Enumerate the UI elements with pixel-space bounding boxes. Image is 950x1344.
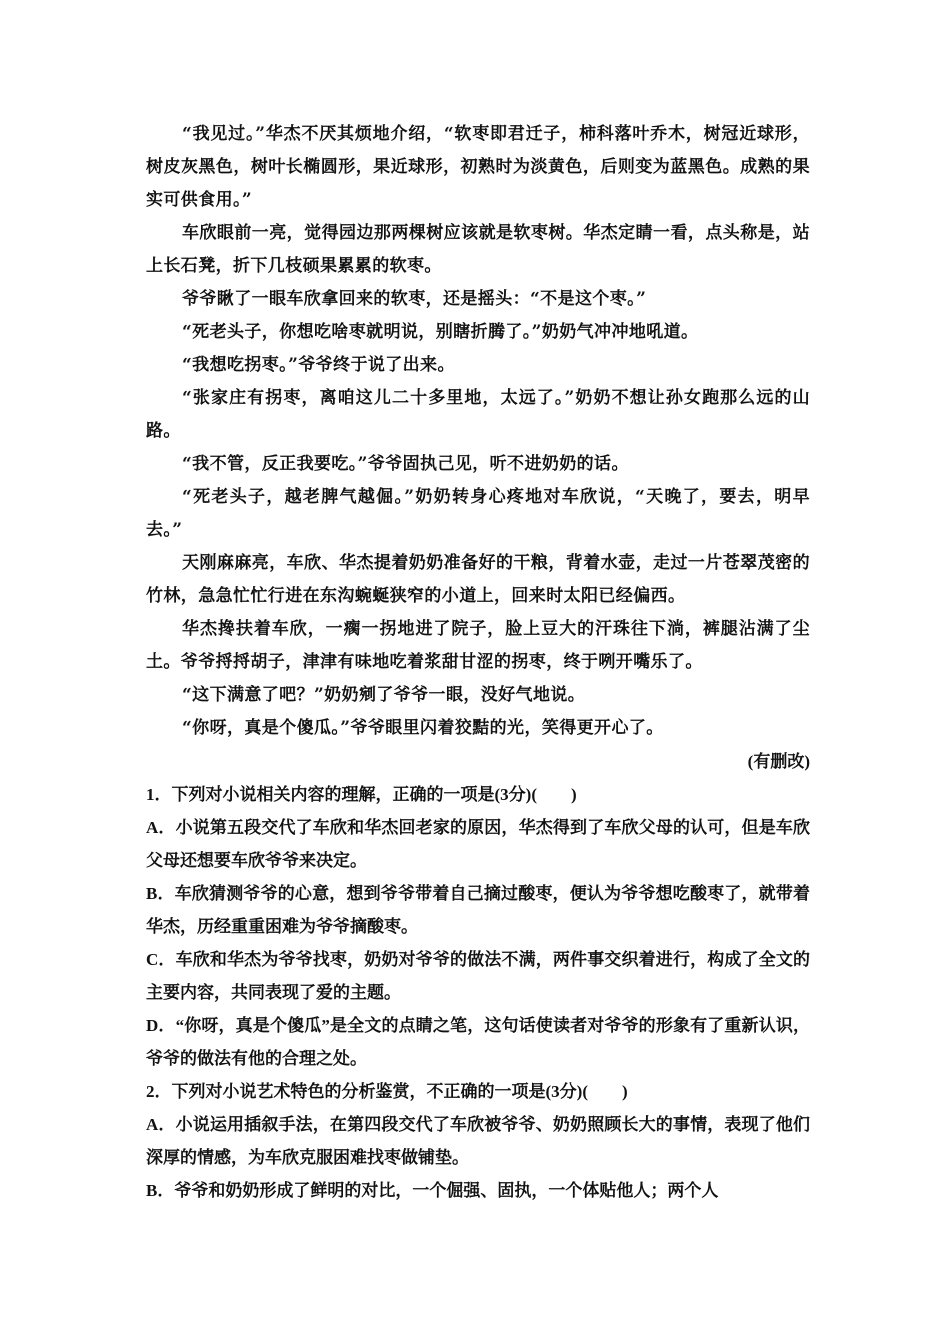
story-paragraph: 爷爷瞅了一眼车欣拿回来的软枣，还是摇头：“不是这个枣。” xyxy=(182,289,647,309)
source-note: (有删改) xyxy=(747,752,810,771)
question-stem-1: 1．下列对小说相关内容的理解，正确的一项是(3分)( ) xyxy=(146,785,577,804)
story-paragraph: “死老头子，越老脾气越倔。”奶奶转身心疼地对车欣说，“天晚了，要去，明早去。” xyxy=(146,487,810,540)
question-1-option-d: D．“你呀，真是个傻瓜”是全文的点睛之笔，这句话使读者对爷爷的形象有了重新认识，爷爷的做法有他的合理之处。 xyxy=(146,1016,810,1068)
question-1-option-b: B．车欣猜测爷爷的心意，想到爷爷带着自己摘过酸枣，便认为爷爷想吃酸枣了，就带着华杰，历经重重困难为爷爷摘酸枣。 xyxy=(146,884,810,936)
question-2-option-b: B．爷爷和奶奶形成了鲜明的对比，一个倔强、固执，一个体贴他人；两个人 xyxy=(146,1181,719,1200)
document-page xyxy=(146,118,810,1207)
story-paragraph: “我不管，反正我要吃。”爷爷固执己见，听不进奶奶的话。 xyxy=(182,454,629,474)
story-paragraph: “张家庄有拐枣，离咱这儿二十多里地，太远了。”奶奶不想让孙女跑那么远的山路。 xyxy=(146,388,810,441)
story-paragraph: “这下满意了吧？”奶奶剜了爷爷一眼，没好气地说。 xyxy=(182,685,586,705)
story-paragraph: 车欣眼前一亮，觉得园边那两棵树应该就是软枣树。华杰定睛一看，点头称是，站上长石凳，折下几枝硕果累累的软枣。 xyxy=(146,223,810,276)
question-1-option-a: A．小说第五段交代了车欣和华杰回老家的原因，华杰得到了车欣父母的认可，但是车欣父母还想要车欣爷爷来决定。 xyxy=(146,818,810,870)
story-paragraph: “死老头子，你想吃啥枣就明说，别瞎折腾了。”奶奶气冲冲地吼道。 xyxy=(182,322,699,342)
story-paragraph: “你呀，真是个傻瓜。”爷爷眼里闪着狡黠的光，笑得更开心了。 xyxy=(182,718,664,738)
story-paragraph: “我见过。”华杰不厌其烦地介绍，“软枣即君迁子，柿科落叶乔木，树冠近球形，树皮灰黑色，树叶长椭圆形，果近球形，初熟时为淡黄色，后则变为蓝黑色。成熟的果实可供食用。” xyxy=(146,124,810,210)
question-stem-2: 2．下列对小说艺术特色的分析鉴赏，不正确的一项是(3分)( ) xyxy=(146,1082,628,1101)
story-paragraph: 华杰搀扶着车欣，一瘸一拐地进了院子，脸上豆大的汗珠往下淌，裤腿沾满了尘土。爷爷捋捋胡子，津津有味地吃着浆甜甘涩的拐枣，终于咧开嘴乐了。 xyxy=(146,619,810,672)
story-paragraph: 天刚麻麻亮，车欣、华杰提着奶奶准备好的干粮，背着水壶，走过一片苍翠茂密的竹林，急急忙忙行进在东沟蜿蜒狭窄的小道上，回来时太阳已经偏西。 xyxy=(146,553,810,606)
question-2-option-a: A．小说运用插叙手法，在第四段交代了车欣被爷爷、奶奶照顾长大的事情，表现了他们深厚的情感，为车欣克服困难找枣做铺垫。 xyxy=(146,1115,810,1167)
story-paragraph: “我想吃拐枣。”爷爷终于说了出来。 xyxy=(182,355,455,375)
question-1-option-c: C．车欣和华杰为爷爷找枣，奶奶对爷爷的做法不满，两件事交织着进行，构成了全文的主要内容，共同表现了爱的主题。 xyxy=(146,950,810,1002)
